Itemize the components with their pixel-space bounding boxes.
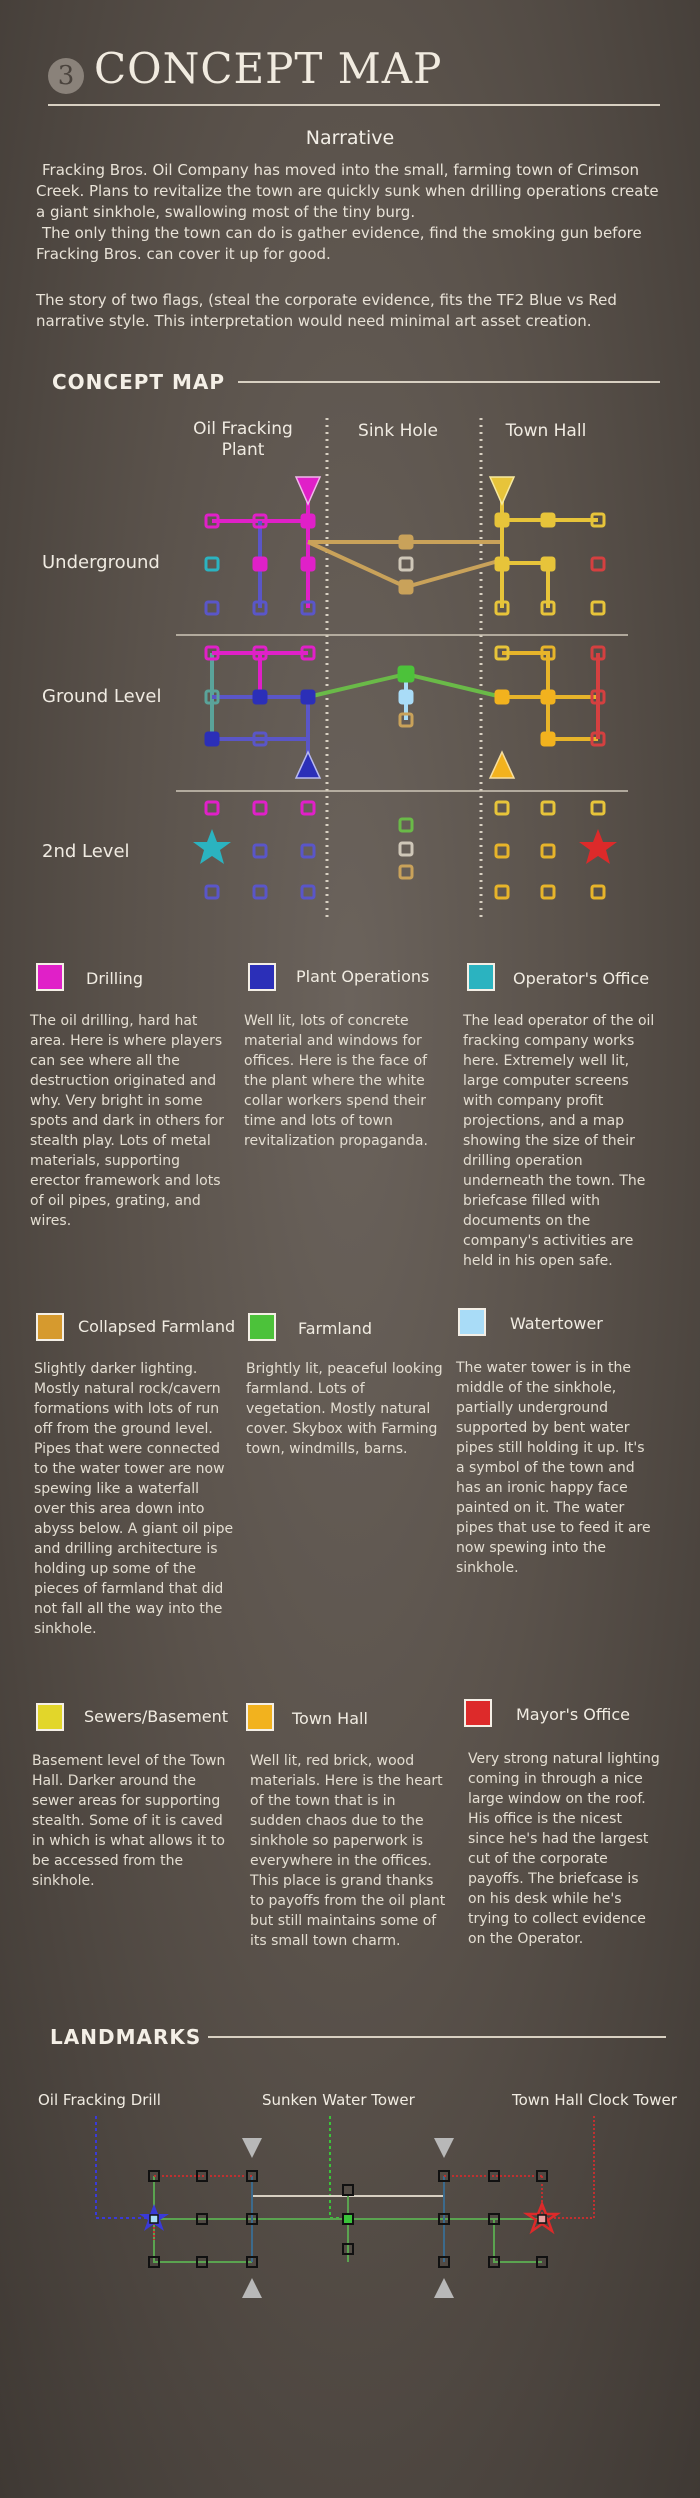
narrative-paragraph-2: The only thing the town can do is gather evidence, find the smoking gun before Fracking Bros. can cover it up for good.	[36, 224, 642, 263]
watertower-swatch	[458, 1308, 486, 1336]
townhall-spawn-triangle	[490, 752, 514, 778]
sewer-spawn-triangle	[490, 477, 514, 504]
drilling-description: The oil drilling, hard hat area. Here is where players can see where all the destruction originated and why. Very bright in some spots and dark in others for stealth play. Lots of metal materials, supporting erector framework and lots of oil pipes, grating, and wires.	[30, 1013, 225, 1229]
plant-operations-swatch	[248, 963, 276, 991]
operators-office-swatch	[467, 963, 495, 991]
concept-map-section-title: CONCEPT MAP	[52, 370, 226, 394]
landmark-oil-fracking-drill: Oil Fracking Drill	[38, 2091, 161, 2109]
sewers-basement-title: Sewers/Basement	[84, 1707, 229, 1726]
row-underground: Underground	[42, 552, 160, 573]
title-divider	[48, 104, 660, 106]
row-2nd-level: 2nd Level	[42, 841, 130, 862]
drilling-spawn-triangle	[296, 477, 320, 504]
town-hall-title: Town Hall	[292, 1709, 368, 1728]
page-title: CONCEPT MAP	[94, 44, 443, 93]
mayors-office-description: Very strong natural lighting coming in through a nice large window on the roof. His office is the nicest since he's had the largest cut of the corporate payoffs. The briefcase is on his desk while he's trying to collect evidence on the Operator.	[468, 1751, 660, 1947]
collapsed-farmland-description: Slightly darker lighting. Mostly natural rock/cavern formations with lots of run off from the ground level. Pipes that were connected to the water tower are now spewing like a waterfall over this area down into abyss below. A giant oil pipe and drilling architecture is holding up some of the pieces of farmland that did not fall all the way into the sinkhole.	[34, 1361, 234, 1637]
concept-map-diagram	[0, 400, 700, 940]
concept-map-section-rule	[238, 381, 660, 383]
row-ground-level: Ground Level	[42, 686, 162, 707]
landmark-triangle-top-right	[434, 2138, 454, 2158]
town-hall-swatch	[246, 1703, 274, 1731]
collapsed-farmland-title: Collapsed Farmland	[78, 1317, 236, 1336]
column-sink-hole: Sink Hole	[358, 421, 438, 441]
watertower-description: The water tower is in the middle of the sinkhole, partially underground supported by bent water pipes still holding it up. It's a symbol of the town and has an ironic happy face painted on it. The water pipes that use to feed it are now spewing into the sinkhole.	[456, 1360, 651, 1576]
plant-operations-description: Well lit, lots of concrete material and windows for offices. Here is the face of the plant where the white collar workers spend their time and lots of town revitalization propaganda.	[244, 1013, 428, 1149]
section-number-badge: 3	[48, 58, 84, 94]
sewers-basement-description: Basement level of the Town Hall. Darker around the sewer areas for supporting stealth. Some of it is caved in which is what allows it to be accessed from the sinkhole.	[32, 1753, 226, 1889]
plant-spawn-triangle	[296, 752, 320, 778]
landmark-sunken-water-tower: Sunken Water Tower	[262, 2091, 415, 2109]
narrative-paragraph-3: The story of two flags, (steal the corporate evidence, fits the TF2 Blue vs Red narrative style. This interpretation would need minimal art asset creation.	[36, 291, 617, 330]
column-oil-fracking-plant: Oil Fracking Plant	[193, 419, 293, 460]
mayors-office-swatch	[464, 1699, 492, 1727]
farmland-title: Farmland	[298, 1319, 372, 1338]
landmarks-section-rule	[208, 2036, 666, 2038]
plant-operations-title: Plant Operations	[296, 967, 430, 986]
operators-office-description: The lead operator of the oil fracking company works here. Extremely well lit, large computer screens with company profit projections, and a map showing the size of their drilling operation underneath the town. The briefcase filled with documents on the company's activities are held in his open safe.	[463, 1013, 655, 1269]
landmarks-section-title: LANDMARKS	[50, 2025, 202, 2049]
sewers-basement-swatch	[36, 1703, 64, 1731]
landmarks-diagram	[0, 2110, 700, 2310]
red-flag-star-icon	[579, 829, 617, 864]
landmark-triangle-bottom-right	[434, 2278, 454, 2298]
landmark-town-hall-clock-tower: Town Hall Clock Tower	[512, 2091, 677, 2109]
watertower-title: Watertower	[510, 1314, 603, 1333]
operators-office-title: Operator's Office	[513, 969, 650, 988]
landmark-triangle-top-left	[242, 2138, 262, 2158]
narrative-paragraph-1: Fracking Bros. Oil Company has moved into the small, farming town of Crimson Creek. Plans to revitalize the town are quickly sunk when drilling operations create a giant sinkhole, swallowing most of the tiny burg.	[36, 161, 659, 221]
drilling-swatch	[36, 963, 64, 991]
narrative-heading: Narrative	[305, 127, 395, 149]
water-tower-leader	[330, 2116, 346, 2218]
column-town-hall: Town Hall	[505, 421, 587, 441]
drilling-title: Drilling	[86, 969, 143, 988]
clock-tower-leader	[544, 2116, 594, 2218]
collapsed-farmland-swatch	[36, 1313, 64, 1341]
blue-flag-star-icon	[193, 829, 231, 864]
drill-leader	[96, 2116, 154, 2218]
red-flag-node	[538, 2215, 546, 2223]
landmark-triangle-bottom-left	[242, 2278, 262, 2298]
blue-flag-node	[150, 2215, 158, 2223]
farmland-swatch	[248, 1313, 276, 1341]
farmland-description: Brightly lit, peaceful looking farmland. Lots of vegetation. Mostly natural cover. Skybox with Farming town, windmills, barns.	[246, 1361, 443, 1457]
mayors-office-title: Mayor's Office	[516, 1705, 630, 1724]
town-hall-description: Well lit, red brick, wood materials. Here is the heart of the town that is in sudden chaos due to the sinkhole so paperwork is everywhere in the offices. This place is grand thanks to payoffs from the oil plant but still maintains some of its small town charm.	[250, 1753, 446, 1949]
